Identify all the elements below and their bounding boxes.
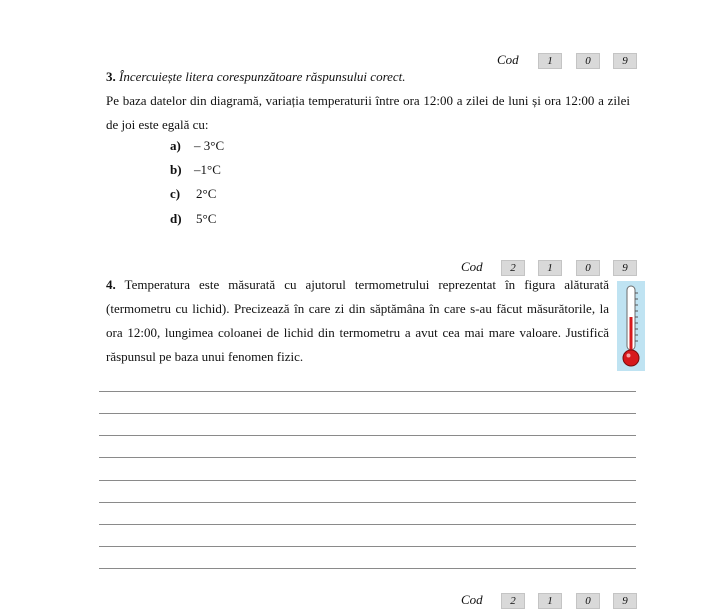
option-c[interactable] [170,186,216,202]
cod-box: 0 [576,593,600,609]
answer-line[interactable] [99,413,636,414]
answer-line[interactable] [99,524,636,525]
option-value: – 3°C [194,138,225,153]
q3-number: 3. [106,69,116,84]
q4-number: 4. [106,277,116,292]
cod-box: 9 [613,260,637,276]
option-letter: c) [170,186,181,201]
cod-box: 1 [538,593,562,609]
option-value: –1°C [194,162,221,177]
answer-line[interactable] [99,502,636,503]
cod-box: 1 [538,53,562,69]
thermometer-figure [617,281,645,371]
cod-box: 2 [501,260,525,276]
cod-label: Cod [461,592,483,607]
option-value: 2°C [196,186,217,201]
option-b[interactable] [170,162,221,178]
q4-text [106,273,609,369]
option-letter: b) [170,162,182,177]
option-a[interactable] [170,138,224,154]
cod-box: 2 [501,593,525,609]
q4-body: Temperatura este măsurată cu ajutorul termometrului reprezentat în figura alăturată (termometru cu lichid). Precizează în care zi din săptămâna în care s-au făcut măsurătorile, la ora 12:00, lungimea coloanei de lichid din termometru a avut cea mai mare valoare. Justifică răspunsul pe baza unui fenomen fizic. [106,277,609,364]
option-letter: a) [170,138,181,153]
cod-box: 1 [538,260,562,276]
option-letter: d) [170,211,182,226]
q3-heading [106,66,636,88]
answer-line[interactable] [99,546,636,547]
answer-line[interactable] [99,435,636,436]
q3-instruction: Încercuiește litera corespunzătoare răspunsului corect. [119,69,406,84]
answer-line[interactable] [99,457,636,458]
option-d[interactable] [170,211,216,227]
cod-box: 0 [576,53,600,69]
answer-line[interactable] [99,480,636,481]
answer-line[interactable] [99,391,636,392]
answer-line[interactable] [99,568,636,569]
cod-box: 9 [613,53,637,69]
cod-label: Cod [497,52,519,67]
cod-box: 9 [613,593,637,609]
cod-box: 0 [576,260,600,276]
thermometer-icon [617,281,645,371]
cod-label: Cod [461,259,483,274]
option-value: 5°C [196,211,217,226]
q3-text: Pe baza datelor din diagramă, variația temperaturii între ora 12:00 a zilei de luni și ora 12:00 a zilei de joi este egală cu: [106,93,630,132]
